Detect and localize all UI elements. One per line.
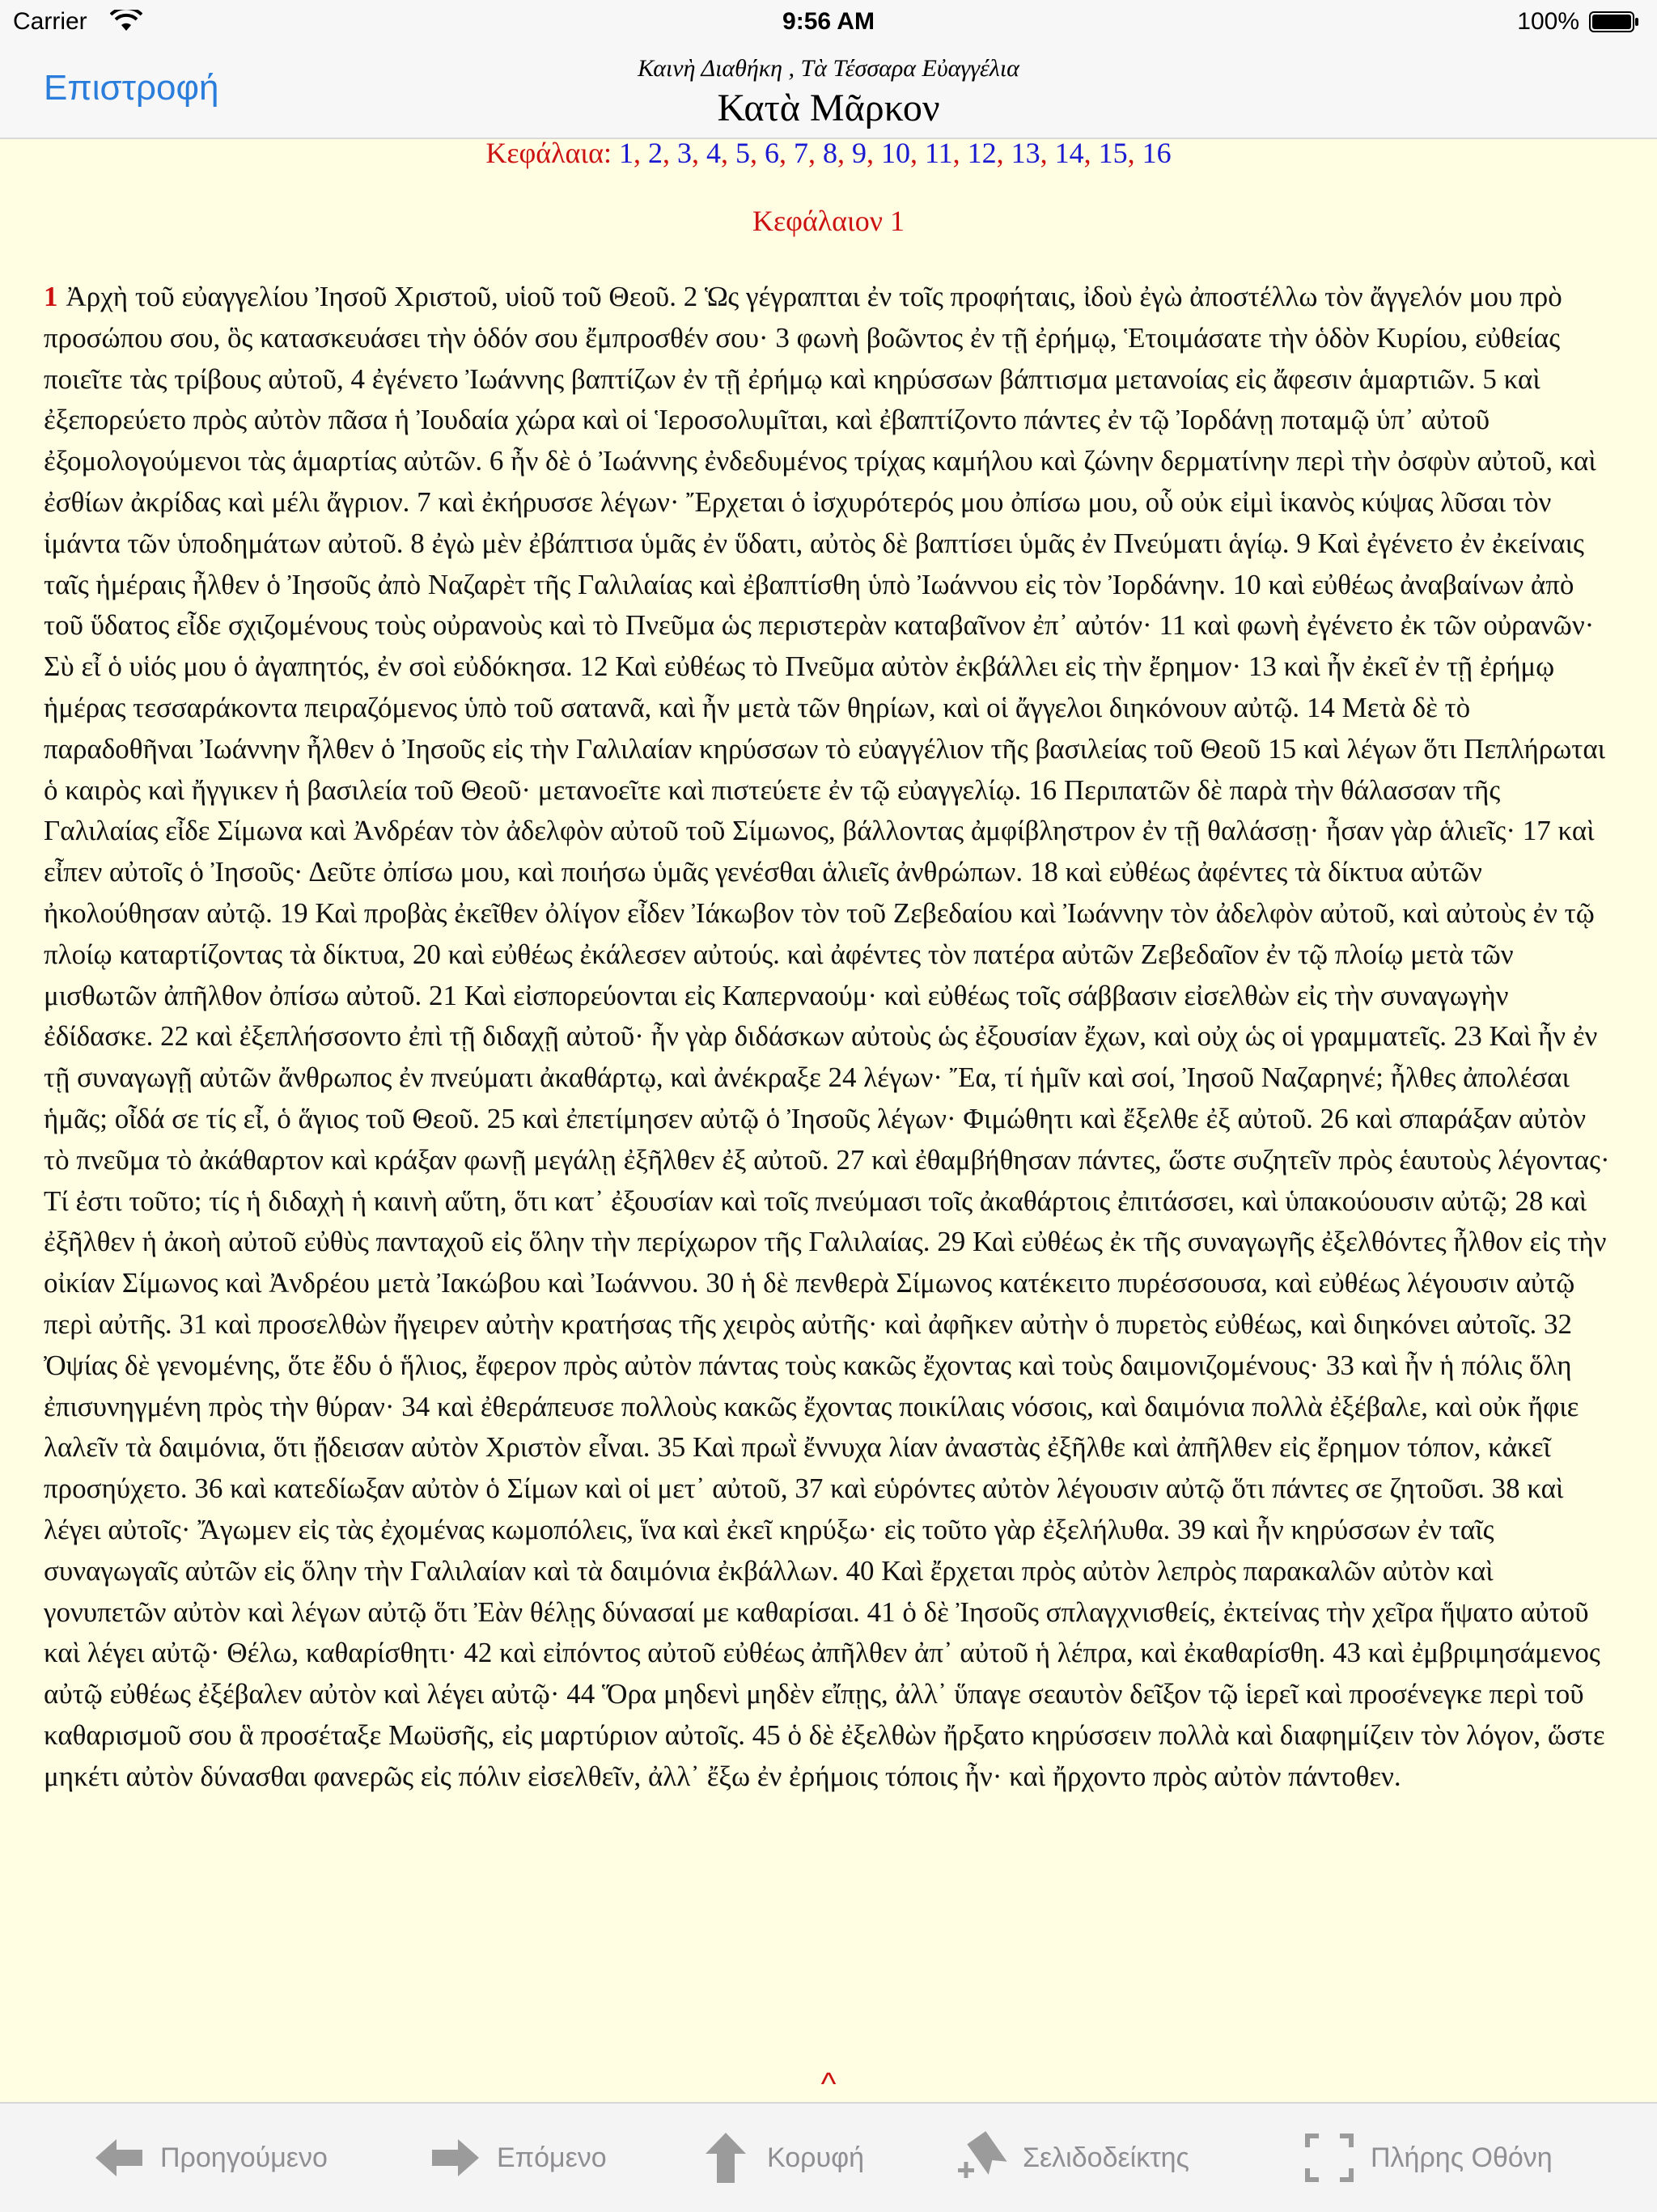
chapter-separator: , (720, 137, 728, 169)
navigation-bar (0, 45, 1657, 139)
fullscreen-icon (1303, 2131, 1356, 2184)
arrow-left-icon (92, 2131, 146, 2184)
chapter-heading: Κεφάλαιον 1 (752, 205, 905, 237)
back-button[interactable]: Επιστροφή (44, 68, 219, 108)
chapter-link-4[interactable]: 4 (706, 137, 721, 169)
chapter-link-6[interactable]: 6 (764, 137, 779, 169)
chapter-link-1[interactable]: 1 (618, 137, 634, 169)
nav-subtitle: Καινὴ Διαθήκη , Τὰ Τέσσαρα Εὐαγγέλια (638, 55, 1019, 82)
chapter-separator: , (807, 137, 816, 169)
previous-label: Προηγούμενο (160, 2142, 328, 2173)
chapter-link-2[interactable]: 2 (647, 137, 663, 169)
chapter-separator: , (866, 137, 874, 169)
chapter-separator: , (996, 137, 1004, 169)
carrier-label: Carrier (13, 8, 87, 35)
clock: 9:56 AM (782, 8, 875, 35)
chapter-links (619, 137, 1172, 169)
bookmark-add-icon (955, 2131, 1008, 2184)
chapter-separator: , (691, 137, 699, 169)
chapter-link-11[interactable]: 11 (924, 137, 953, 169)
chapter-link-15[interactable]: 15 (1098, 137, 1128, 169)
chapter-link-13[interactable]: 13 (1011, 137, 1040, 169)
chapter-link-16[interactable]: 16 (1142, 137, 1172, 169)
battery-icon (1589, 11, 1639, 32)
page-title: Κατὰ Μᾶρκον (717, 87, 940, 129)
next-label: Επόμενο (497, 2142, 607, 2173)
fullscreen-label: Πλήρης Οθόνη (1371, 2142, 1553, 2173)
chapter-link-10[interactable]: 10 (880, 137, 910, 169)
chapter-separator: , (662, 137, 670, 169)
chapter-separator: , (837, 137, 845, 169)
chapter-separator: , (633, 137, 641, 169)
bookmarks-button[interactable] (955, 2136, 1189, 2180)
chapter-link-5[interactable]: 5 (735, 137, 750, 169)
top-button[interactable] (699, 2136, 864, 2180)
chapter-separator: , (1083, 137, 1091, 169)
chapter-link-3[interactable]: 3 (676, 137, 692, 169)
chapter-link-8[interactable]: 8 (822, 137, 837, 169)
arrow-up-icon (699, 2131, 752, 2184)
arrow-right-icon (429, 2131, 482, 2184)
chapter-separator: , (909, 137, 917, 169)
battery-percent: 100% (1517, 8, 1579, 35)
fullscreen-button[interactable] (1303, 2136, 1553, 2180)
chapter-separator: , (749, 137, 757, 169)
chapter-index (0, 136, 1657, 170)
top-label: Κορυφή (767, 2142, 865, 2173)
bookmarks-label: Σελιδοδείκτης (1023, 2142, 1189, 2173)
chapter-separator: , (778, 137, 786, 169)
status-bar (0, 0, 1657, 45)
chapter-text (44, 277, 1613, 1797)
chapter-link-9[interactable]: 9 (851, 137, 867, 169)
bottom-toolbar (0, 2102, 1657, 2212)
chapter-link-12[interactable]: 12 (967, 137, 997, 169)
chapter-separator: , (1040, 137, 1048, 169)
chapter-link-14[interactable]: 14 (1054, 137, 1084, 169)
chapter-separator: , (952, 137, 960, 169)
chapter-body: Ἀρχὴ τοῦ εὐαγγελίου Ἰησοῦ Χριστοῦ, υἱοῦ τοῦ Θεοῦ. 2 Ὡς γέγραπται ἐν τοῖς προφήταις, ἰδοὺ ἐγὼ ἀποστέλλω τὸν ἄγγελόν μου πρὸ προσώπου σου, ὃς κατασκευάσει τὴν ὁδόν σου ἔμπροσθέν σου· 3 φωνὴ βοῶντος ἐν τῇ ἐρήμῳ, Ἑτοιμάσατε τὴν ὁδὸν Κυρίου, εὐθείας ποιεῖτε τὰς τρίβους αὐτοῦ, 4 ἐγένετο Ἰωάννης βαπτίζων ἐν τῇ ἐρήμῳ καὶ κηρύσσων βάπτισμα μετανοίας εἰς ἄφεσιν ἁμαρτιῶν. 5 καὶ ἐξεπορεύετο πρὸς αὐτὸν πᾶσα ἡ Ἰουδαία χώρα καὶ οἱ Ἱεροσολυμῖται, καὶ ἐβαπτίζοντο πάντες ἐν τῷ Ἰορδάνῃ ποταμῷ ὑπ᾿ αὐτοῦ ἐξομολογούμενοι τὰς ἁμαρτίας αὐτῶν. 6 ἦν δὲ ὁ Ἰωάννης ἐνδεδυμένος τρίχας καμήλου καὶ ζώνην δερματίνην περὶ τὴν ὀσφὺν αὐτοῦ, καὶ ἐσθίων ἀκρίδας καὶ μέλι ἄγριον. 7 καὶ ἐκήρυσσε λέγων· Ἔρχεται ὁ ἰσχυρότερός μου ὀπίσω μου, οὗ οὐκ εἰμὶ ἱκανὸς κύψας λῦσαι τὸν ἱμάντα τῶν ὑποδημάτων αὐτοῦ. 8 ἐγὼ μὲν ἐβάπτισα ὑμᾶς ἐν ὕδατι, αὐτὸς δὲ βαπτίσει ὑμᾶς ἐν Πνεύματι ἁγίῳ. 9 Καὶ ἐγένετο ἐν ἐκείναις ταῖς ἡμέραις ἦλθεν ὁ Ἰησοῦς ἀπὸ Ναζαρὲτ τῆς Γαλιλαίας καὶ ἐβαπτίσθη ὑπὸ Ἰωάννου εἰς τὸν Ἰορδάνην. 10 καὶ εὐθέως ἀναβαίνων ἀπὸ τοῦ ὕδατος εἶδε σχιζομένους τοὺς οὐρανοὺς καὶ τὸ Πνεῦμα ὡς περιστερὰν καταβαῖνον ἐπ᾿ αὐτόν· 11 καὶ φωνὴ ἐγένετο ἐκ τῶν οὐρανῶν· Σὺ εἶ ὁ υἱός μου ὁ ἀγαπητός, ἐν σοὶ εὐδόκησα. 12 Καὶ εὐθέως τὸ Πνεῦμα αὐτὸν ἐκβάλλει εἰς τὴν ἔρημον· 13 καὶ ἦν ἐκεῖ ἐν τῇ ἐρήμῳ ἡμέρας τεσσαράκοντα πειραζόμενος ὑπὸ τοῦ σατανᾶ, καὶ ἦν μετὰ τῶν θηρίων, καὶ οἱ ἄγγελοι διηκόνουν αὐτῷ. 14 Μετὰ δὲ τὸ παραδοθῆναι Ἰωάννην ἦλθεν ὁ Ἰησοῦς εἰς τὴν Γαλιλαίαν κηρύσσων τὸ εὐαγγέλιον τῆς βασιλείας τοῦ Θεοῦ 15 καὶ λέγων ὅτι Πεπλήρωται ὁ καιρὸς καὶ ἤγγικεν ἡ βασιλεία τοῦ Θεοῦ· μετανοεῖτε καὶ πιστεύετε ἐν τῷ εὐαγγελίῳ. 16 Περιπατῶν δὲ παρὰ τὴν θάλασσαν τῆς Γαλιλαίας εἶδε Σίμωνα καὶ Ἀνδρέαν τὸν ἀδελφὸν αὐτοῦ τοῦ Σίμωνος, βάλλοντας ἀμφίβληστρον ἐν τῇ θαλάσσῃ· ἦσαν γὰρ ἁλιεῖς· 17 καὶ εἶπεν αὐτοῖς ὁ Ἰησοῦς· Δεῦτε ὀπίσω μου, καὶ ποιήσω ὑμᾶς γενέσθαι ἁλιεῖς ἀνθρώπων. 18 καὶ εὐθέως ἀφέντες τὰ δίκτυα αὐτῶν ἠκολούθησαν αὐτῷ. 19 Καὶ προβὰς ἐκεῖθεν ὀλίγον εἶδεν Ἰάκωβον τὸν τοῦ Ζεβεδαίου καὶ Ἰωάννην τὸν ἀδελφὸν αὐτοῦ, καὶ αὐτοὺς ἐν τῷ πλοίῳ καταρτίζοντας τὰ δίκτυα, 20 καὶ εὐθέως ἐκάλεσεν αὐτούς. καὶ ἀφέντες τὸν πατέρα αὐτῶν Ζεβεδαῖον ἐν τῷ πλοίῳ μετὰ τῶν μισθωτῶν ἀπῆλθον ὀπίσω αὐτοῦ. 21 Καὶ εἰσπορεύονται εἰς Καπερναούμ· καὶ εὐθέως τοῖς σάββασιν εἰσελθὼν εἰς τὴν συναγωγὴν ἐδίδασκε. 22 καὶ ἐξεπλήσσοντο ἐπὶ τῇ διδαχῇ αὐτοῦ· ἦν γὰρ διδάσκων αὐτοὺς ὡς ἐξουσίαν ἔχων, καὶ οὐχ ὡς οἱ γραμματεῖς. 23 Καὶ ἦν ἐν τῇ συναγωγῇ αὐτῶν ἄνθρωπος ἐν πνεύματι ἀκαθάρτῳ, καὶ ἀνέκραξε 24 λέγων· Ἔα, τί ἡμῖν καὶ σοί, Ἰησοῦ Ναζαρηνέ; ἦλθες ἀπολέσαι ἡμᾶς; οἶδά σε τίς εἶ, ὁ ἅγιος τοῦ Θεοῦ. 25 καὶ ἐπετίμησεν αὐτῷ ὁ Ἰησοῦς λέγων· Φιμώθητι καὶ ἔξελθε ἐξ αὐτοῦ. 26 καὶ σπαράξαν αὐτὸν τὸ πνεῦμα τὸ ἀκάθαρτον καὶ κράξαν φωνῇ μεγάλῃ ἐξῆλθεν ἐξ αὐτοῦ. 27 καὶ ἐθαμβήθησαν πάντες, ὥστε συζητεῖν πρὸς ἑαυτοὺς λέγοντας· Τί ἐστι τοῦτο; τίς ἡ διδαχὴ ἡ καινὴ αὕτη, ὅτι κατ᾿ ἐξουσίαν καὶ τοῖς πνεύμασι τοῖς ἀκαθάρτοις ἐπιτάσσει, καὶ ὑπακούουσιν αὐτῷ; 28 καὶ ἐξῆλθεν ἡ ἀκοὴ αὐτοῦ εὐθὺς πανταχοῦ εἰς ὅλην τὴν περίχωρον τῆς Γαλιλαίας. 29 Καὶ εὐθέως ἐκ τῆς συναγωγῆς ἐξελθόντες ἦλθον εἰς τὴν οἰκίαν Σίμωνος καὶ Ἀνδρέου μετὰ Ἰακώβου καὶ Ἰωάννου. 30 ἡ δὲ πενθερὰ Σίμωνος κατέκειτο πυρέσσουσα, καὶ εὐθέως λέγουσιν αὐτῷ περὶ αὐτῆς. 31 καὶ προσελθὼν ἤγειρεν αὐτὴν κρατήσας τῆς χειρὸς αὐτῆς· καὶ ἀφῆκεν αὐτὴν ὁ πυρετὸς εὐθέως, καὶ διηκόνει αὐτοῖς. 32 Ὀψίας δὲ γενομένης, ὅτε ἔδυ ὁ ἥλιος, ἔφερον πρὸς αὐτὸν πάντας τοὺς κακῶς ἔχοντας καὶ τοὺς δαιμονιζομένους· 33 καὶ ἦν ἡ πόλις ὅλη ἐπισυνηγμένη πρὸς τὴν θύραν· 34 καὶ ἐθεράπευσε πολλοὺς κακῶς ἔχοντας ποικίλαις νόσοις, καὶ δαιμόνια πολλὰ ἐξέβαλε, καὶ οὐκ ἤφιε λαλεῖν τὰ δαιμόνια, ὅτι ᾔδεισαν αὐτὸν Χριστὸν εἶναι. 35 Καὶ πρωῒ ἔννυχα λίαν ἀναστὰς ἐξῆλθε καὶ ἀπῆλθεν εἰς ἔρημον τόπον, κἀκεῖ προσηύχετο. 36 καὶ κατεδίωξαν αὐτὸν ὁ Σίμων καὶ οἱ μετ᾿ αὐτοῦ, 37 καὶ εὑρόντες αὐτὸν λέγουσιν αὐτῷ ὅτι πάντες σε ζητοῦσι. 38 καὶ λέγει αὐτοῖς· Ἄγωμεν εἰς τὰς ἐχομένας κωμοπόλεις, ἵνα καὶ ἐκεῖ κηρύξω· εἰς τοῦτο γὰρ ἐξελήλυθα. 39 καὶ ἦν κηρύσσων ἐν ταῖς συναγωγαῖς αὐτῶν εἰς ὅλην τὴν Γαλιλαίαν καὶ τὰ δαιμόνια ἐκβάλλων. 40 Καὶ ἔρχεται πρὸς αὐτὸν λεπρὸς παρακαλῶν αὐτὸν καὶ γονυπετῶν αὐτὸν καὶ λέγων αὐτῷ ὅτι Ἐὰν θέλῃς δύνασαί με καθαρίσαι. 41 ὁ δὲ Ἰησοῦς σπλαγχνισθείς, ἐκτείνας τὴν χεῖρα ἥψατο αὐτοῦ καὶ λέγει αὐτῷ· Θέλω, καθαρίσθητι· 42 καὶ εἰπόντος αὐτοῦ εὐθέως ἀπῆλθεν ἀπ᾿ αὐτοῦ ἡ λέπρα, καὶ ἐκαθαρίσθη. 43 καὶ ἐμβριμησάμενος αὐτῷ εὐθέως ἐξέβαλεν αὐτὸν καὶ λέγει αὐτῷ· 44 Ὅρα μηδενὶ μηδὲν εἴπῃς, ἀλλ᾿ ὕπαγε σεαυτὸν δεῖξον τῷ ἱερεῖ καὶ προσένεγκε περὶ τοῦ καθαρισμοῦ σου ἃ προσέταξε Μωϋσῆς, εἰς μαρτύριον αὐτοῖς. 45 ὁ δὲ ἐξελθὼν ἤρξατο κηρύσσειν πολλὰ καὶ διαφημίζειν τὸν λόγον, ὥστε μηκέτι αὐτὸν δύνασθαι φανερῶς εἰς πόλιν εἰσελθεῖν, ἀλλ᾿ ἔξω ἐν ἐρήμοις τόποις ἦν· καὶ ἤρχοντο πρὸς αὐτὸν πάντοθεν. (44, 281, 1610, 1792)
next-button[interactable] (429, 2136, 607, 2180)
previous-button[interactable] (92, 2136, 328, 2180)
chapter-index-label: Κεφάλαια: (485, 137, 612, 169)
scroll-to-top-caret[interactable]: ^ (820, 2066, 837, 2102)
chapter-separator: , (1127, 137, 1135, 169)
verse-number: 1 (44, 281, 58, 312)
chapter-link-7[interactable]: 7 (793, 137, 808, 169)
